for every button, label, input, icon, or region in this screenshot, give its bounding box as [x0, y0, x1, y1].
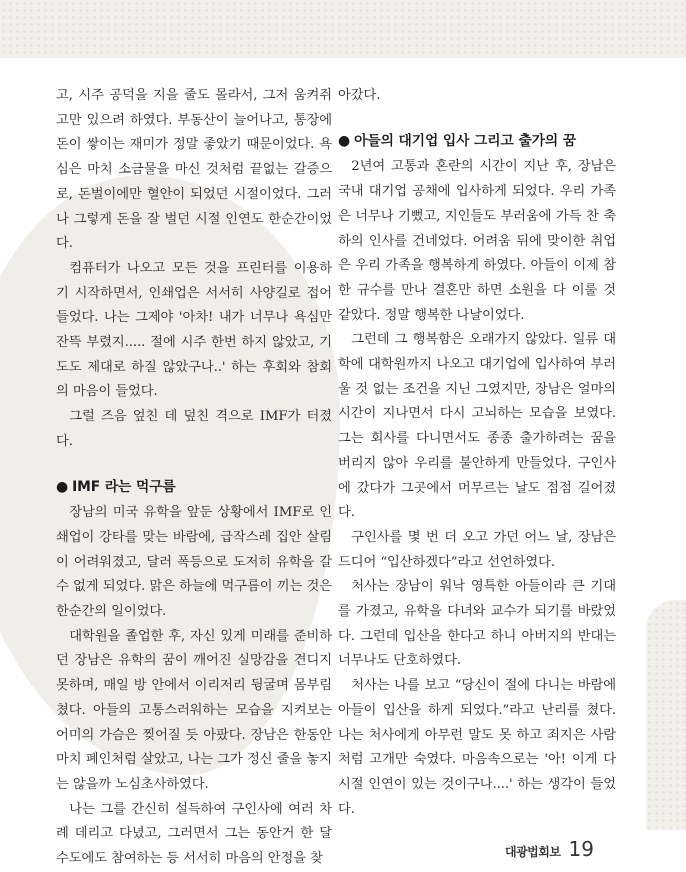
bullet-icon: ● [338, 132, 351, 149]
body-paragraph: 처사는 나를 보고 “당신이 절에 다니는 바람에 아들이 입산을 하게 되었다.”라고 난리를 쳤다. 나는 처사에게 아무런 말도 못 하고 죄지은 사람처럼 고개만 숙였다. 마음속으로는 '아! 이게 다 시절 인연이 있는 것이구나....' 하는 생각이 들었다. [338, 678, 616, 817]
bullet-icon: ● [56, 478, 69, 495]
page-number: 19 [568, 837, 594, 861]
body-paragraph: 나는 그를 간신히 설득하여 구인사에 여러 차례 데리고 다녔고, 그러면서 그는 동안거 한 달 수도에도 참여하는 등 서서히 마음의 안정을 찾 [56, 801, 332, 867]
section-heading-text: IMF 라는 먹구름 [72, 478, 176, 495]
section-heading-text: 아들의 대기업 입사 그리고 출가의 꿈 [354, 132, 577, 149]
body-paragraph: 컴퓨터가 나오고 모든 것을 프린터를 이용하기 시작하면서, 인쇄업은 서서히 사양길로 접어들었다. 나는 그제야 '아차! 내가 너무나 욕심만 잔뜩 부렸지..... 절에 시주 한번 하지 않았고, 기도도 제대로 하질 않았구나..' 하는 후회와 참회의 마음이 들었다. [56, 260, 332, 400]
page-footer [505, 837, 594, 861]
body-paragraph: 2년여 고통과 혼란의 시간이 지난 후, 장남은 국내 대기업 공채에 입사하게 되었다. 우리 가족은 너무나 기뻤고, 지인들도 부러움에 가득 찬 축하의 인사를 건네었다. 어려움 뒤에 맞이한 취업은 우리 가족을 행복하게 하였다. 아들이 이제 참한 규수를 만나 결혼만 하면 소원을 다 이룰 것 같았다. 정말 행복한 나날이었다. [338, 159, 616, 323]
body-paragraph: 아갔다. [338, 88, 381, 103]
section-heading [56, 475, 332, 500]
body-paragraph: 장남의 미국 유학을 앞둔 상황에서 IMF로 인쇄업이 강타를 맞는 바람에, 급작스레 집안 살림이 어려워졌고, 달러 폭등으로 도저히 유학을 갈 수 없게 되었다. 맑은 하늘에 먹구름이 끼는 것은 한순간의 일이었다. [56, 505, 332, 620]
left-text-column [56, 84, 332, 872]
body-paragraph: 대학원을 졸업한 후, 자신 있게 미래를 준비하던 장남은 유학의 꿈이 깨어진 실망감을 견디지 못하며, 매일 방 안에서 이리저리 뒹굴며 몸부림쳤다. 아들의 고통스러워하는 모습을 지켜보는 어미의 가슴은 찢어질 듯 아팠다. 장남은 한동안 마치 폐인처럼 살았고, 나는 그가 정신 줄을 놓지는 않을까 노심초사하였다. [56, 628, 332, 792]
section-heading [338, 129, 616, 154]
decorative-header-band [0, 0, 686, 58]
body-paragraph: 고, 시주 공덕을 지을 줄도 몰라서, 그저 움켜쥐고만 있으려 하였다. 부동산이 늘어나고, 통장에 돈이 쌓이는 재미가 정말 좋았기 때문이었다. 욕심은 마치 소금물을 마신 것처럼 끝없는 갈증으로, 돈벌이에만 혈안이 되었던 시절이었다. 그러나 그렇게 돈을 잘 벌던 시절 인연도 한순간이었다. [56, 88, 332, 252]
body-paragraph: 그럴 즈음 엎친 데 덮친 격으로 IMF가 터졌다. [56, 409, 332, 449]
right-text-column [338, 84, 616, 822]
decorative-page-edge [646, 600, 686, 830]
magazine-name: 대광법회보 [504, 845, 561, 859]
body-paragraph: 그런데 그 행복함은 오래가지 않았다. 일류 대학에 대학원까지 나오고 대기업에 입사하여 부러울 것 없는 조건을 지닌 그였지만, 장남은 얼마의 시간이 지나면서 다시 고뇌하는 모습을 보였다. 그는 회사를 다니면서도 종종 출가하려는 꿈을 버리지 않아 우리를 불안하게 만들었다. 구인사에 갔다가 그곳에서 머무르는 날도 점점 길어졌다. [338, 332, 616, 521]
body-paragraph: 처사는 장남이 워낙 영특한 아들이라 큰 기대를 가졌고, 유학을 다녀와 교수가 되기를 바랐었다. 그런데 입산을 한다고 하니 아버지의 반대는 너무나도 단호하였다. [338, 579, 616, 669]
body-paragraph: 구인사를 몇 번 더 오고 가던 어느 날, 장남은 드디어 “입산하겠다”라고 선언하였다. [338, 529, 616, 570]
